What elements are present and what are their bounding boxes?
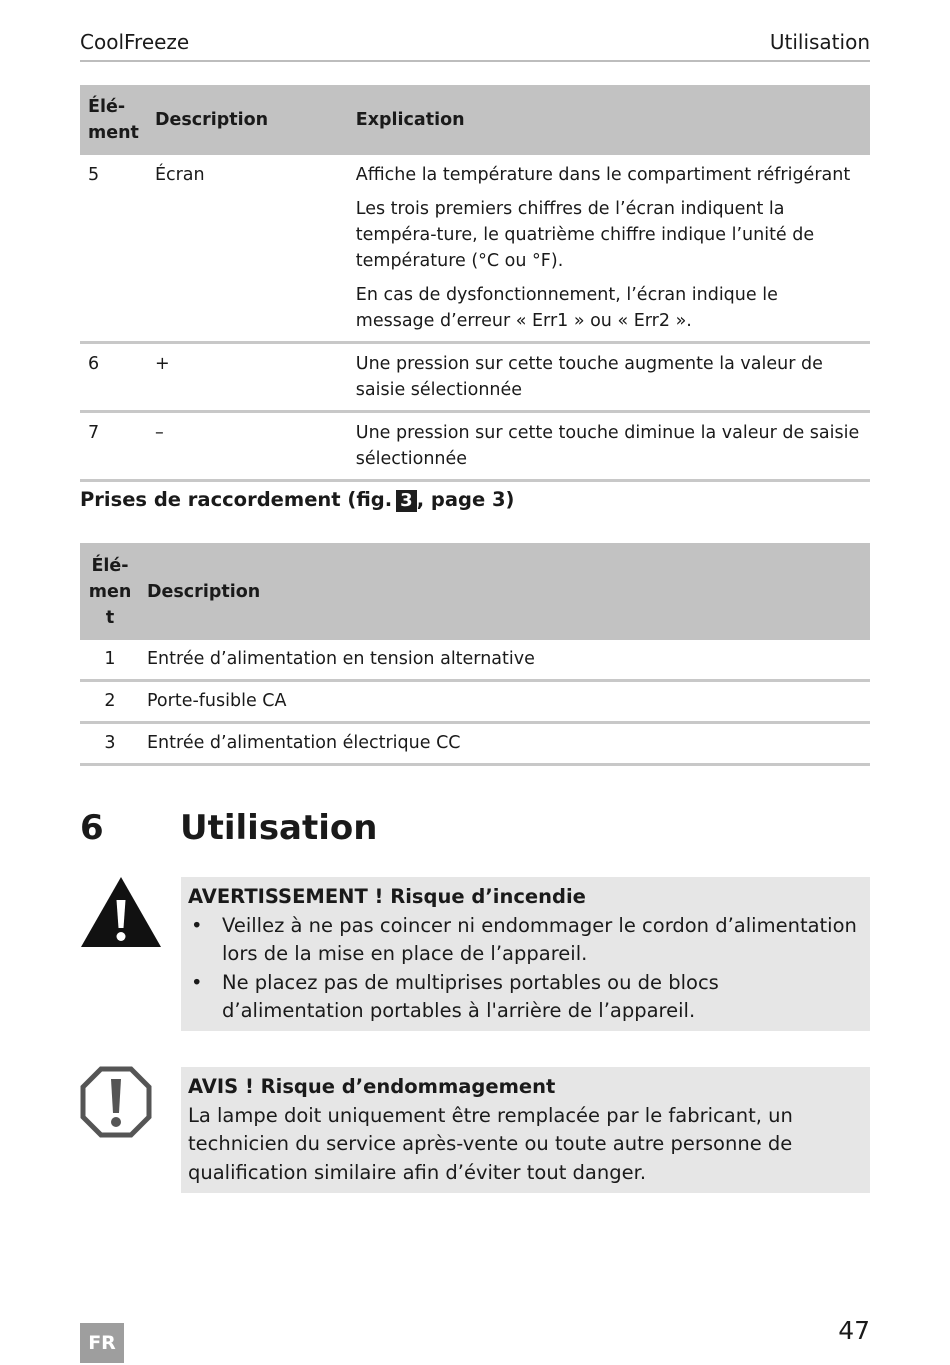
explanation-text: En cas de dysfonctionnement, l’écran indique le message d’erreur « Err1 » ou « Err2 ». <box>355 285 778 331</box>
page-number: 47 <box>838 1316 870 1345</box>
element-description: Entrée d’alimentation en tension alternative <box>140 640 870 681</box>
warning-item-text: Veillez à ne pas coincer ni endommager le cordon d’alimentation lors de la mise en place de l’appareil. <box>222 913 857 965</box>
column-header-description: Description <box>147 85 348 155</box>
element-number: 3 <box>80 723 140 765</box>
explanation-text: Les trois premiers chiffres de l’écran indiquent la tempéra-ture, le quatrième chiffre indique l’unité de température (°C ou °F). <box>355 199 815 271</box>
table-row <box>80 343 870 412</box>
chapter-number: 6 <box>80 808 104 848</box>
element-number: 6 <box>80 343 147 412</box>
warning-box <box>181 877 870 1031</box>
notice-box <box>181 1067 870 1193</box>
element-number: 1 <box>80 640 140 681</box>
column-header-description: Description <box>140 543 870 640</box>
element-explanation <box>348 412 870 481</box>
element-description: – <box>147 412 348 481</box>
column-header-element: Élé- men t <box>80 543 140 640</box>
element-description: + <box>147 343 348 412</box>
bullet: • <box>191 913 203 937</box>
list-item <box>188 969 862 1026</box>
warning-list <box>188 912 862 1026</box>
element-explanation <box>348 155 870 343</box>
list-item <box>188 912 862 969</box>
bullet: • <box>191 970 203 994</box>
explanation-text: Une pression sur cette touche diminue la valeur de saisie sélectionnée <box>355 423 860 469</box>
element-number: 2 <box>80 681 140 723</box>
page-header <box>80 28 870 62</box>
subheading-text: Prises de raccordement (fig. <box>80 488 393 511</box>
table-row <box>80 412 870 481</box>
column-header-explanation: Explication <box>348 85 870 155</box>
header-product-name: CoolFreeze <box>80 30 190 54</box>
controls-table <box>80 85 870 482</box>
header-section-name: Utilisation <box>769 30 870 54</box>
element-description: Porte-fusible CA <box>140 681 870 723</box>
connections-table <box>80 543 870 766</box>
explanation-text: Une pression sur cette touche augmente la valeur de saisie sélectionnée <box>355 354 823 400</box>
table-row <box>80 640 870 681</box>
subheading-text: , page 3) <box>416 488 515 511</box>
notice-octagon-icon <box>80 1066 152 1138</box>
section-subheading <box>80 488 514 512</box>
table-row <box>80 723 870 765</box>
column-header-element: Élé- ment <box>80 85 147 155</box>
element-description: Écran <box>147 155 348 343</box>
notice-text: La lampe doit uniquement être remplacée par le fabricant, un technicien du service après-vente ou toute autre personne de qualification similaire afin d’éviter tout danger. <box>188 1103 793 1184</box>
explanation-text: Affiche la température dans le compartiment réfrigérant <box>355 165 851 185</box>
warning-item-text: Ne placez pas de multiprises portables ou de blocs d’alimentation portables à l'arrière de l’appareil. <box>222 970 719 1022</box>
figure-reference-badge: 3 <box>396 490 417 512</box>
element-description: Entrée d’alimentation électrique CC <box>140 723 870 765</box>
language-badge: FR <box>80 1323 124 1363</box>
table-row <box>80 155 870 343</box>
element-number: 7 <box>80 412 147 481</box>
element-number: 5 <box>80 155 147 343</box>
warning-title: AVERTISSEMENT ! Risque d’incendie <box>188 885 586 908</box>
warning-triangle-icon <box>80 876 162 948</box>
notice-title: AVIS ! Risque d’endommagement <box>188 1075 556 1098</box>
chapter-title: Utilisation <box>180 808 378 848</box>
element-explanation <box>348 343 870 412</box>
table-row <box>80 681 870 723</box>
